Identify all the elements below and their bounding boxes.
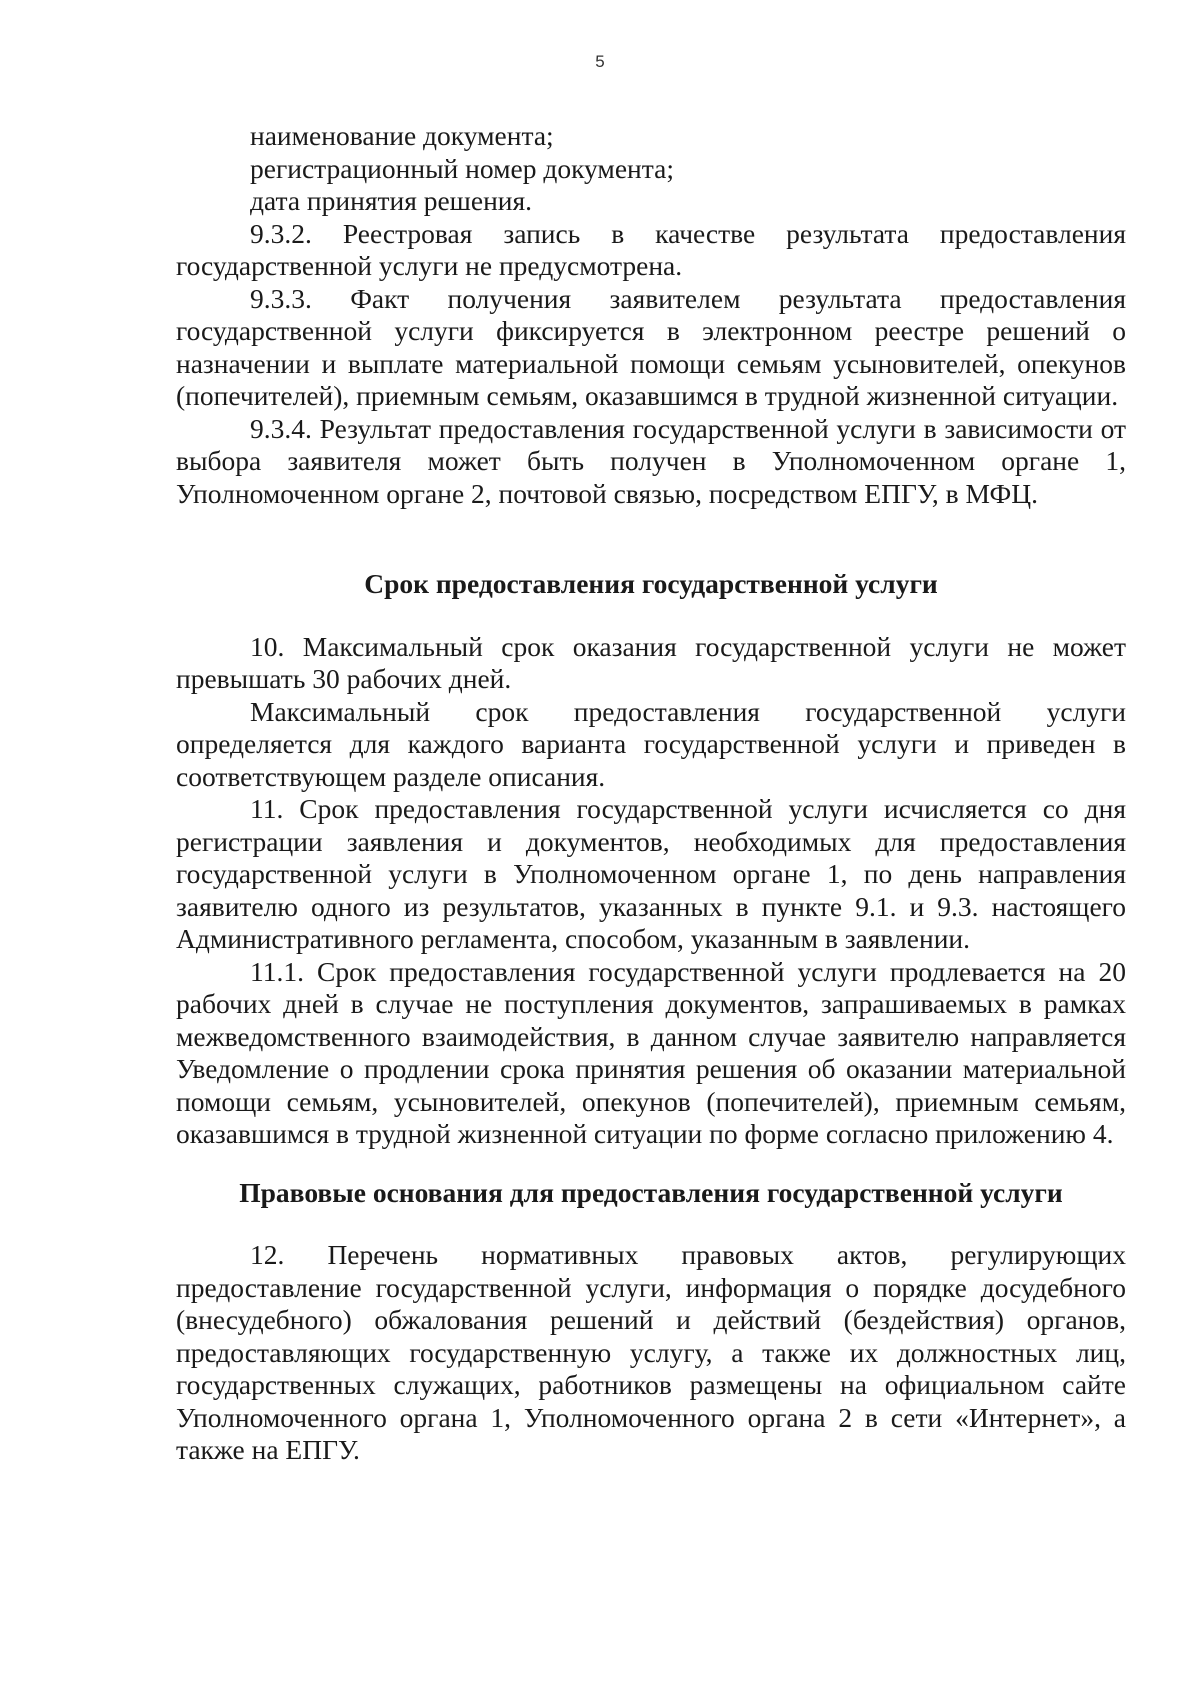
- paragraph-9-3-3: 9.3.3. Факт получения заявителем результата предоставления государственной услуги фиксируется в электронном реестре решений о назначении и выплате материальной помощи семьям усыновителей, опекунов (попечителей), приемным семьям, оказавшимся в трудной жизненной ситуации.: [176, 282, 1126, 411]
- section-heading-term: Срок предоставления государственной услуги: [364, 568, 938, 599]
- section-heading-legal: Правовые основания для предоставления государственной услуги: [239, 1176, 1063, 1208]
- document-body: [176, 120, 1126, 1467]
- paragraph-12: 12. Перечень нормативных правовых актов, регулирующих предоставление государственной услуги, информация о порядке досудебного (внесудебного) обжалования решений и действий (бездействия) органов, предоставляющих государственную услугу, а также их должностных лиц, государственных служащих, работников размещены на официальном сайте Уполномоченного органа 1, Уполномоченного органа 2 в сети «Интернет», а также на ЕПГУ.: [176, 1239, 1126, 1465]
- paragraph-doc-name: наименование документа;: [250, 120, 554, 151]
- paragraph-decision-date: дата принятия решения.: [250, 185, 533, 216]
- page-number: 5: [595, 52, 605, 71]
- paragraph-11-1: 11.1. Срок предоставления государственной услуги продлевается на 20 рабочих дней в случае не поступления документов, запрашиваемых в рамках межведомственного взаимодействия, в данном случае заявителю направляется Уведомление о продлении срока принятия решения об оказании материальной помощи семьям, усыновителей, опекунов (попечителей), приемным семьям, оказавшимся в трудной жизненной ситуации по форме согласно приложению 4.: [176, 955, 1126, 1149]
- paragraph-11: 11. Срок предоставления государственной услуги исчисляется со дня регистрации заявления и документов, необходимых для предоставления государственной услуги в Уполномоченном органе 1, по день направления заявителю одного из результатов, указанных в пункте 9.1. и 9.3. настоящего Административного регламента, способом, указанным в заявлении.: [176, 793, 1126, 954]
- paragraph-9-3-2: 9.3.2. Реестровая запись в качестве результата предоставления государственной услуги не предусмотрена.: [176, 217, 1126, 281]
- paragraph-reg-number: регистрационный номер документа;: [250, 152, 674, 184]
- paragraph-max-term: Максимальный срок предоставления государственной услуги определяется для каждого варианта государственной услуги и приведен в соответствующем разделе описания.: [176, 695, 1126, 792]
- paragraph-10: 10. Максимальный срок оказания государственной услуги не может превышать 30 рабочих дней.: [176, 630, 1126, 694]
- paragraph-9-3-4: 9.3.4. Результат предоставления государственной услуги в зависимости от выбора заявителя может быть получен в Уполномоченном органе 1, Уполномоченном органе 2, почтовой связью, посредством ЕПГУ, в МФЦ.: [176, 412, 1126, 509]
